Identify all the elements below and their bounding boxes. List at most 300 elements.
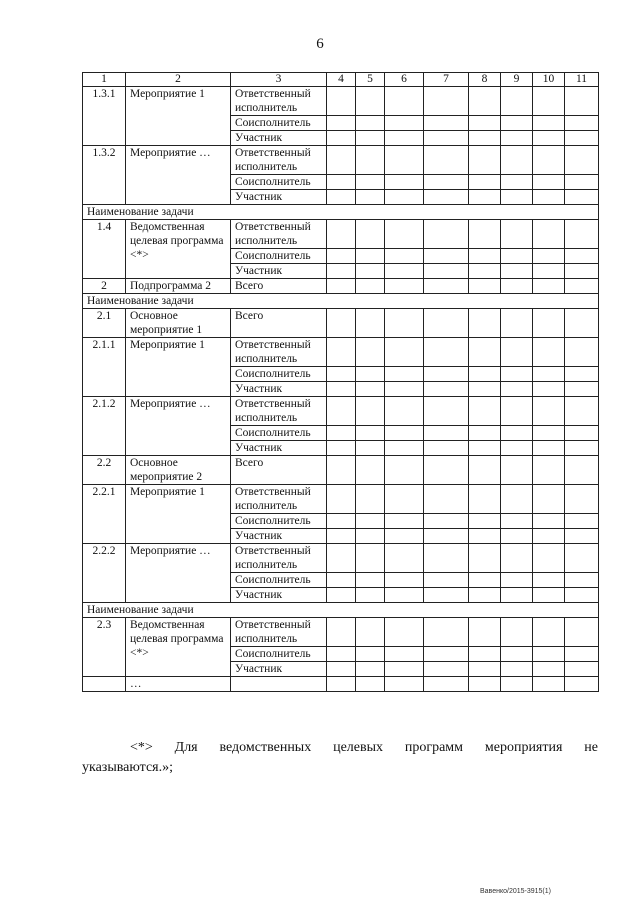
value-cell bbox=[469, 190, 501, 205]
value-cell bbox=[385, 544, 424, 573]
value-cell bbox=[385, 309, 424, 338]
value-cell bbox=[501, 485, 533, 514]
table-row bbox=[83, 309, 599, 338]
row-role: Участник bbox=[231, 382, 327, 397]
value-cell bbox=[356, 146, 385, 175]
value-cell bbox=[469, 588, 501, 603]
value-cell bbox=[565, 309, 599, 338]
row-role: Ответственный исполнитель bbox=[231, 87, 327, 116]
row-role: Участник bbox=[231, 588, 327, 603]
footnote bbox=[82, 738, 598, 778]
value-cell bbox=[424, 426, 469, 441]
value-cell bbox=[424, 647, 469, 662]
value-cell bbox=[533, 264, 565, 279]
row-name: Подпрограмма 2 bbox=[126, 279, 231, 294]
value-cell bbox=[356, 514, 385, 529]
value-cell bbox=[469, 514, 501, 529]
value-cell bbox=[565, 175, 599, 190]
header-cell-4: 4 bbox=[327, 73, 356, 87]
value-cell bbox=[424, 220, 469, 249]
value-cell bbox=[356, 87, 385, 116]
value-cell bbox=[533, 190, 565, 205]
row-name: Ведомственная целевая программа <*> bbox=[126, 618, 231, 677]
value-cell bbox=[469, 146, 501, 175]
value-cell bbox=[533, 573, 565, 588]
row-name: Мероприятие … bbox=[126, 544, 231, 603]
value-cell bbox=[533, 456, 565, 485]
value-cell bbox=[469, 249, 501, 264]
value-cell bbox=[327, 426, 356, 441]
row-number bbox=[83, 677, 126, 692]
value-cell bbox=[385, 514, 424, 529]
value-cell bbox=[469, 220, 501, 249]
row-number: 2.3 bbox=[83, 618, 126, 677]
row-name: Мероприятие 1 bbox=[126, 485, 231, 544]
value-cell bbox=[424, 338, 469, 367]
value-cell bbox=[385, 131, 424, 146]
value-cell bbox=[356, 441, 385, 456]
value-cell bbox=[327, 397, 356, 426]
value-cell bbox=[327, 514, 356, 529]
value-cell bbox=[385, 485, 424, 514]
value-cell bbox=[385, 397, 424, 426]
value-cell bbox=[424, 309, 469, 338]
value-cell bbox=[533, 397, 565, 426]
value-cell bbox=[469, 662, 501, 677]
value-cell bbox=[385, 264, 424, 279]
value-cell bbox=[469, 175, 501, 190]
value-cell bbox=[385, 279, 424, 294]
value-cell bbox=[565, 338, 599, 367]
value-cell bbox=[565, 87, 599, 116]
value-cell bbox=[533, 441, 565, 456]
value-cell bbox=[565, 190, 599, 205]
value-cell bbox=[469, 264, 501, 279]
row-number: 1.4 bbox=[83, 220, 126, 279]
value-cell bbox=[501, 338, 533, 367]
value-cell bbox=[327, 220, 356, 249]
value-cell bbox=[565, 397, 599, 426]
value-cell bbox=[469, 116, 501, 131]
row-role: Всего bbox=[231, 309, 327, 338]
value-cell bbox=[501, 220, 533, 249]
row-role: Ответственный исполнитель bbox=[231, 338, 327, 367]
value-cell bbox=[424, 175, 469, 190]
value-cell bbox=[424, 190, 469, 205]
value-cell bbox=[356, 116, 385, 131]
value-cell bbox=[356, 279, 385, 294]
value-cell bbox=[469, 397, 501, 426]
value-cell bbox=[327, 279, 356, 294]
value-cell bbox=[424, 279, 469, 294]
row-name: Мероприятие … bbox=[126, 397, 231, 456]
value-cell bbox=[533, 249, 565, 264]
value-cell bbox=[424, 677, 469, 692]
value-cell bbox=[327, 249, 356, 264]
header-cell-6: 6 bbox=[385, 73, 424, 87]
value-cell bbox=[501, 309, 533, 338]
value-cell bbox=[385, 456, 424, 485]
row-role bbox=[231, 677, 327, 692]
section-title: Наименование задачи bbox=[83, 294, 599, 309]
value-cell bbox=[501, 441, 533, 456]
value-cell bbox=[424, 544, 469, 573]
section-row bbox=[83, 205, 599, 220]
value-cell bbox=[469, 382, 501, 397]
value-cell bbox=[327, 87, 356, 116]
value-cell bbox=[327, 588, 356, 603]
table-row bbox=[83, 485, 599, 514]
value-cell bbox=[565, 647, 599, 662]
table-row bbox=[83, 87, 599, 116]
value-cell bbox=[385, 588, 424, 603]
value-cell bbox=[385, 677, 424, 692]
value-cell bbox=[356, 426, 385, 441]
footnote-line-2: указываются.»; bbox=[82, 760, 173, 775]
value-cell bbox=[533, 662, 565, 677]
value-cell bbox=[533, 426, 565, 441]
value-cell bbox=[565, 367, 599, 382]
value-cell bbox=[469, 544, 501, 573]
value-cell bbox=[385, 116, 424, 131]
value-cell bbox=[469, 573, 501, 588]
value-cell bbox=[356, 397, 385, 426]
value-cell bbox=[469, 367, 501, 382]
value-cell bbox=[501, 264, 533, 279]
footnote-line-1: <*> Для ведомственных целевых программ мероприятия не bbox=[130, 740, 598, 755]
row-role: Соисполнитель bbox=[231, 647, 327, 662]
value-cell bbox=[501, 573, 533, 588]
value-cell bbox=[565, 573, 599, 588]
value-cell bbox=[356, 264, 385, 279]
row-role: Ответственный исполнитель bbox=[231, 146, 327, 175]
value-cell bbox=[533, 367, 565, 382]
value-cell bbox=[469, 338, 501, 367]
row-role: Участник bbox=[231, 190, 327, 205]
value-cell bbox=[501, 514, 533, 529]
value-cell bbox=[385, 367, 424, 382]
header-cell-1: 1 bbox=[83, 73, 126, 87]
value-cell bbox=[356, 485, 385, 514]
row-role: Всего bbox=[231, 279, 327, 294]
value-cell bbox=[327, 190, 356, 205]
value-cell bbox=[356, 544, 385, 573]
document-stamp: Вавенко/2015-3915(1) bbox=[480, 888, 551, 895]
value-cell bbox=[565, 264, 599, 279]
row-role: Участник bbox=[231, 264, 327, 279]
value-cell bbox=[327, 382, 356, 397]
row-number: 2.1.2 bbox=[83, 397, 126, 456]
value-cell bbox=[385, 249, 424, 264]
row-number: 2.2 bbox=[83, 456, 126, 485]
section-title: Наименование задачи bbox=[83, 205, 599, 220]
value-cell bbox=[385, 426, 424, 441]
value-cell bbox=[327, 338, 356, 367]
value-cell bbox=[424, 456, 469, 485]
row-role: Соисполнитель bbox=[231, 249, 327, 264]
value-cell bbox=[533, 116, 565, 131]
value-cell bbox=[424, 573, 469, 588]
value-cell bbox=[424, 618, 469, 647]
section-row bbox=[83, 603, 599, 618]
value-cell bbox=[424, 264, 469, 279]
value-cell bbox=[501, 426, 533, 441]
value-cell bbox=[533, 618, 565, 647]
table-row bbox=[83, 677, 599, 692]
header-cell-8: 8 bbox=[469, 73, 501, 87]
table-row bbox=[83, 279, 599, 294]
value-cell bbox=[501, 677, 533, 692]
table-row bbox=[83, 397, 599, 426]
value-cell bbox=[385, 441, 424, 456]
value-cell bbox=[327, 264, 356, 279]
header-row bbox=[83, 73, 599, 87]
value-cell bbox=[469, 618, 501, 647]
value-cell bbox=[565, 146, 599, 175]
value-cell bbox=[533, 544, 565, 573]
value-cell bbox=[533, 485, 565, 514]
value-cell bbox=[501, 456, 533, 485]
value-cell bbox=[327, 456, 356, 485]
row-name: Ведомственная целевая программа <*> bbox=[126, 220, 231, 279]
value-cell bbox=[327, 309, 356, 338]
row-name: Мероприятие 1 bbox=[126, 338, 231, 397]
row-role: Ответственный исполнитель bbox=[231, 485, 327, 514]
value-cell bbox=[469, 441, 501, 456]
value-cell bbox=[385, 338, 424, 367]
value-cell bbox=[565, 588, 599, 603]
row-role: Ответственный исполнитель bbox=[231, 544, 327, 573]
header-cell-2: 2 bbox=[126, 73, 231, 87]
value-cell bbox=[469, 131, 501, 146]
row-role: Ответственный исполнитель bbox=[231, 220, 327, 249]
value-cell bbox=[565, 514, 599, 529]
value-cell bbox=[385, 647, 424, 662]
value-cell bbox=[469, 426, 501, 441]
value-cell bbox=[356, 647, 385, 662]
row-number: 2.2.2 bbox=[83, 544, 126, 603]
value-cell bbox=[501, 397, 533, 426]
value-cell bbox=[565, 662, 599, 677]
row-role: Участник bbox=[231, 529, 327, 544]
row-role: Ответственный исполнитель bbox=[231, 397, 327, 426]
value-cell bbox=[327, 573, 356, 588]
value-cell bbox=[424, 146, 469, 175]
value-cell bbox=[327, 175, 356, 190]
row-number: 2.1.1 bbox=[83, 338, 126, 397]
section-title: Наименование задачи bbox=[83, 603, 599, 618]
page-number: 6 bbox=[316, 36, 324, 52]
row-role: Соисполнитель bbox=[231, 367, 327, 382]
value-cell bbox=[424, 588, 469, 603]
value-cell bbox=[327, 677, 356, 692]
header-cell-5: 5 bbox=[356, 73, 385, 87]
value-cell bbox=[356, 677, 385, 692]
row-name: Мероприятие 1 bbox=[126, 87, 231, 146]
value-cell bbox=[327, 146, 356, 175]
row-name: Основное мероприятие 1 bbox=[126, 309, 231, 338]
value-cell bbox=[533, 529, 565, 544]
value-cell bbox=[356, 618, 385, 647]
value-cell bbox=[533, 175, 565, 190]
value-cell bbox=[385, 146, 424, 175]
row-role: Соисполнитель bbox=[231, 573, 327, 588]
value-cell bbox=[469, 456, 501, 485]
value-cell bbox=[469, 87, 501, 116]
value-cell bbox=[469, 529, 501, 544]
value-cell bbox=[533, 309, 565, 338]
value-cell bbox=[385, 220, 424, 249]
value-cell bbox=[356, 367, 385, 382]
value-cell bbox=[385, 87, 424, 116]
value-cell bbox=[356, 131, 385, 146]
value-cell bbox=[501, 367, 533, 382]
value-cell bbox=[533, 131, 565, 146]
table-row bbox=[83, 544, 599, 573]
value-cell bbox=[385, 529, 424, 544]
program-table bbox=[82, 72, 599, 692]
value-cell bbox=[501, 279, 533, 294]
row-role: Участник bbox=[231, 662, 327, 677]
value-cell bbox=[533, 647, 565, 662]
value-cell bbox=[533, 382, 565, 397]
value-cell bbox=[565, 456, 599, 485]
value-cell bbox=[501, 190, 533, 205]
value-cell bbox=[469, 647, 501, 662]
value-cell bbox=[469, 279, 501, 294]
value-cell bbox=[565, 441, 599, 456]
value-cell bbox=[469, 677, 501, 692]
value-cell bbox=[424, 116, 469, 131]
value-cell bbox=[385, 382, 424, 397]
value-cell bbox=[469, 309, 501, 338]
value-cell bbox=[424, 249, 469, 264]
value-cell bbox=[533, 514, 565, 529]
row-name: Мероприятие … bbox=[126, 146, 231, 205]
value-cell bbox=[356, 573, 385, 588]
value-cell bbox=[424, 397, 469, 426]
row-role: Участник bbox=[231, 131, 327, 146]
value-cell bbox=[565, 116, 599, 131]
value-cell bbox=[533, 588, 565, 603]
value-cell bbox=[501, 146, 533, 175]
row-role: Ответственный исполнитель bbox=[231, 618, 327, 647]
value-cell bbox=[501, 382, 533, 397]
value-cell bbox=[356, 175, 385, 190]
row-name: Основное мероприятие 2 bbox=[126, 456, 231, 485]
section-row bbox=[83, 294, 599, 309]
value-cell bbox=[424, 485, 469, 514]
value-cell bbox=[327, 367, 356, 382]
value-cell bbox=[327, 131, 356, 146]
value-cell bbox=[327, 544, 356, 573]
value-cell bbox=[501, 131, 533, 146]
value-cell bbox=[501, 249, 533, 264]
table-row bbox=[83, 456, 599, 485]
value-cell bbox=[327, 116, 356, 131]
value-cell bbox=[533, 677, 565, 692]
value-cell bbox=[356, 190, 385, 205]
value-cell bbox=[565, 220, 599, 249]
value-cell bbox=[424, 382, 469, 397]
header-cell-7: 7 bbox=[424, 73, 469, 87]
table-row bbox=[83, 220, 599, 249]
row-name: … bbox=[126, 677, 231, 692]
value-cell bbox=[565, 426, 599, 441]
row-number: 2.1 bbox=[83, 309, 126, 338]
value-cell bbox=[565, 544, 599, 573]
header-cell-11: 11 bbox=[565, 73, 599, 87]
value-cell bbox=[424, 131, 469, 146]
value-cell bbox=[385, 618, 424, 647]
row-role: Соисполнитель bbox=[231, 514, 327, 529]
value-cell bbox=[356, 382, 385, 397]
value-cell bbox=[424, 367, 469, 382]
value-cell bbox=[501, 662, 533, 677]
value-cell bbox=[501, 175, 533, 190]
value-cell bbox=[501, 647, 533, 662]
value-cell bbox=[424, 514, 469, 529]
value-cell bbox=[356, 220, 385, 249]
row-role: Соисполнитель bbox=[231, 116, 327, 131]
value-cell bbox=[356, 588, 385, 603]
header-cell-10: 10 bbox=[533, 73, 565, 87]
value-cell bbox=[565, 618, 599, 647]
header-cell-3: 3 bbox=[231, 73, 327, 87]
table-row bbox=[83, 618, 599, 647]
value-cell bbox=[565, 131, 599, 146]
value-cell bbox=[501, 116, 533, 131]
value-cell bbox=[356, 529, 385, 544]
value-cell bbox=[385, 190, 424, 205]
value-cell bbox=[565, 249, 599, 264]
value-cell bbox=[327, 529, 356, 544]
value-cell bbox=[501, 588, 533, 603]
value-cell bbox=[501, 87, 533, 116]
value-cell bbox=[565, 485, 599, 514]
value-cell bbox=[424, 662, 469, 677]
value-cell bbox=[533, 279, 565, 294]
value-cell bbox=[533, 146, 565, 175]
row-number: 2.2.1 bbox=[83, 485, 126, 544]
value-cell bbox=[533, 87, 565, 116]
value-cell bbox=[327, 662, 356, 677]
value-cell bbox=[385, 573, 424, 588]
value-cell bbox=[385, 662, 424, 677]
value-cell bbox=[565, 382, 599, 397]
row-number: 1.3.2 bbox=[83, 146, 126, 205]
row-role: Всего bbox=[231, 456, 327, 485]
row-role: Соисполнитель bbox=[231, 426, 327, 441]
value-cell bbox=[327, 441, 356, 456]
row-number: 2 bbox=[83, 279, 126, 294]
value-cell bbox=[565, 529, 599, 544]
value-cell bbox=[356, 309, 385, 338]
value-cell bbox=[501, 529, 533, 544]
value-cell bbox=[424, 529, 469, 544]
row-role: Соисполнитель bbox=[231, 175, 327, 190]
value-cell bbox=[327, 618, 356, 647]
value-cell bbox=[533, 220, 565, 249]
value-cell bbox=[424, 87, 469, 116]
value-cell bbox=[385, 175, 424, 190]
row-number: 1.3.1 bbox=[83, 87, 126, 146]
header-cell-9: 9 bbox=[501, 73, 533, 87]
row-role: Участник bbox=[231, 441, 327, 456]
value-cell bbox=[565, 279, 599, 294]
value-cell bbox=[356, 338, 385, 367]
value-cell bbox=[533, 338, 565, 367]
